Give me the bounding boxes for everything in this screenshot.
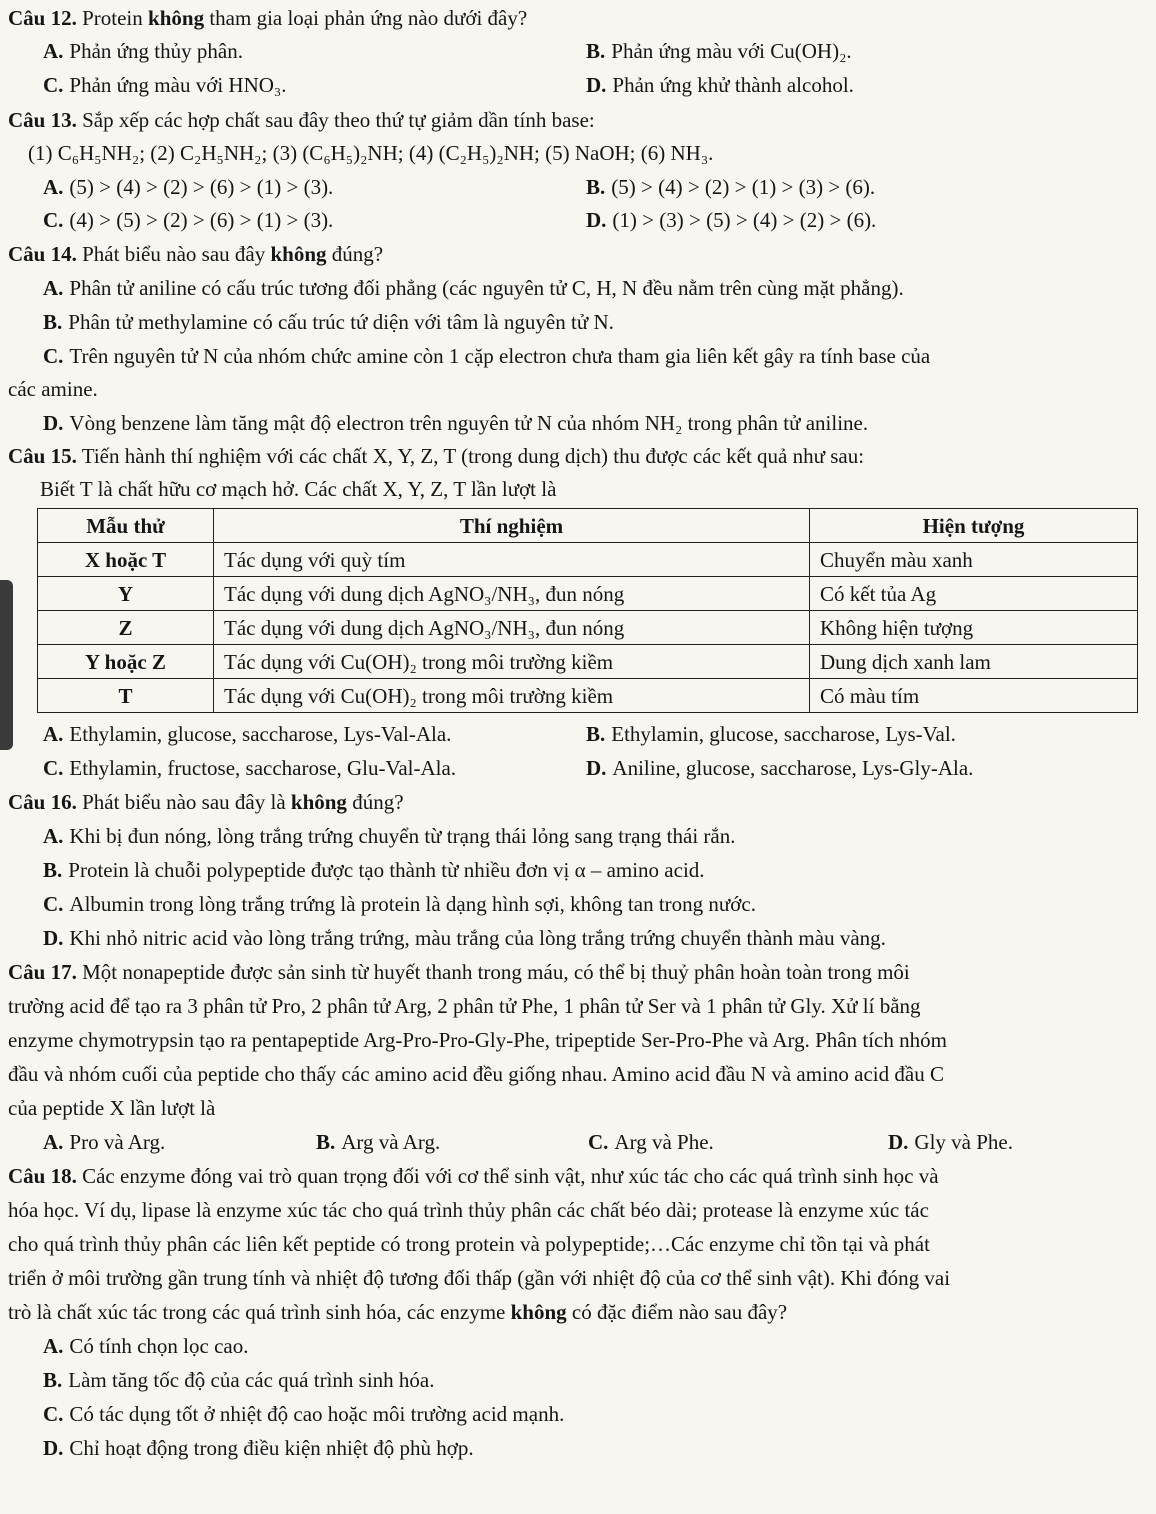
q12-option-b[interactable] (586, 38, 852, 64)
option-text: Phản ứng thủy phân. (69, 39, 243, 63)
question-12-text-end: tham gia loại phản ứng nào dưới đây? (204, 6, 528, 30)
q16-option-b[interactable] (43, 857, 705, 883)
question-18-line-5 (8, 1299, 787, 1325)
q13-option-b[interactable] (586, 174, 875, 200)
option-label: A. (43, 722, 64, 746)
question-15-text: Tiến hành thí nghiệm với các chất X, Y, Z, T (trong dung dịch) thu được các kết quả như sau: (76, 444, 865, 468)
option-label: B. (43, 1368, 63, 1392)
option-label: B. (586, 39, 606, 63)
question-14-text-end: đúng? (326, 242, 384, 266)
question-16-text-end: đúng? (346, 790, 404, 814)
question-12-stem (8, 5, 527, 31)
option-label: C. (43, 73, 64, 97)
option-text: (1) > (3) > (5) > (4) > (2) > (6). (612, 208, 877, 232)
question-13-label: Câu 13. (8, 108, 77, 132)
table-cell-phenomenon: Không hiện tượng (810, 611, 1138, 645)
question-17-text: Một nonapeptide được sản sinh từ huyết thanh trong máu, có thể bị thuỷ phân hoàn toàn trong môi (76, 960, 910, 984)
table-cell-experiment: Tác dụng với dung dịch AgNO₃/NH₃, đun nóng (214, 577, 810, 611)
q13-option-c[interactable] (43, 207, 333, 233)
option-label: A. (43, 39, 64, 63)
question-18-label: Câu 18. (8, 1164, 77, 1188)
table-cell-experiment: Tác dụng với dung dịch AgNO₃/NH₃, đun nóng (214, 611, 810, 645)
question-18-line-2: hóa học. Ví dụ, lipase là enzyme xúc tác cho quá trình thủy phân các chất béo dài; protease là enzyme xúc tác (8, 1198, 929, 1222)
option-label: B. (43, 858, 63, 882)
question-16-stem (8, 789, 404, 815)
option-label: A. (43, 1334, 64, 1358)
question-13-stem (8, 107, 595, 133)
question-16-text: Phát biểu nào sau đây là (76, 790, 291, 814)
option-label: C. (43, 756, 64, 780)
option-text: Phân tử methylamine có cấu trúc tứ diện với tâm là nguyên tử N. (68, 310, 614, 334)
q17-option-c[interactable] (588, 1129, 714, 1155)
q18-option-d[interactable] (43, 1435, 474, 1461)
option-text: Trên nguyên tử N của nhóm chức amine còn 1 cặp electron chưa tham gia liên kết gây ra tính base của (69, 344, 931, 368)
table-row (38, 679, 1138, 713)
option-label: D. (586, 756, 607, 780)
question-12-emphasis: không (148, 6, 205, 30)
table-cell-sample: Y (38, 577, 214, 611)
q12-option-a[interactable] (43, 38, 243, 64)
option-label: C. (43, 344, 64, 368)
q14-option-c[interactable] (43, 343, 930, 369)
table-row (38, 645, 1138, 679)
question-18-last-text: trò là chất xúc tác trong các quá trình sinh hóa, các enzyme (8, 1300, 511, 1324)
option-text: Vòng benzene làm tăng mật độ electron trên nguyên tử N của nhóm NH₂ trong phân tử aniline. (69, 411, 869, 435)
question-12-label: Câu 12. (8, 6, 77, 30)
q14-option-d[interactable] (43, 410, 868, 436)
option-text: Phân tử aniline có cấu trúc tương đối phẳng (các nguyên tử C, H, N đều nằm trên cùng mặt phẳng). (69, 276, 904, 300)
q18-option-c[interactable] (43, 1401, 564, 1427)
q15-option-b[interactable] (586, 721, 956, 747)
option-label: B. (586, 175, 606, 199)
option-text: Phản ứng màu với HNO₃. (69, 73, 287, 97)
option-label: D. (888, 1130, 909, 1154)
option-label: D. (43, 926, 64, 950)
option-label: C. (588, 1130, 609, 1154)
option-label: C. (43, 1402, 64, 1426)
q16-option-d[interactable] (43, 925, 886, 951)
option-label: A. (43, 1130, 64, 1154)
option-text: Phản ứng màu với Cu(OH)₂. (611, 39, 852, 63)
table-row (38, 543, 1138, 577)
q14-option-b[interactable] (43, 309, 614, 335)
option-label: D. (586, 208, 607, 232)
question-15-text-2: Biết T là chất hữu cơ mạch hở. Các chất X, Y, Z, T lần lượt là (40, 477, 557, 501)
table-cell-experiment: Tác dụng với quỳ tím (214, 543, 810, 577)
option-text: Phản ứng khử thành alcohol. (612, 73, 854, 97)
option-text: Khi nhỏ nitric acid vào lòng trắng trứng, màu trắng của lòng trắng trứng chuyển thành màu vàng. (69, 926, 886, 950)
option-text: Gly và Phe. (914, 1130, 1013, 1154)
table-cell-sample: Y hoặc Z (38, 645, 214, 679)
question-17-line-4: đầu và nhóm cuối của peptide cho thấy các amino acid đều giống nhau. Amino acid đầu N và amino acid đầu C (8, 1062, 944, 1086)
option-text: Arg và Arg. (341, 1130, 441, 1154)
option-label: D. (586, 73, 607, 97)
table-row (38, 577, 1138, 611)
table-cell-phenomenon: Có màu tím (810, 679, 1138, 713)
q15-option-a[interactable] (43, 721, 451, 747)
table-cell-phenomenon: Có kết tủa Ag (810, 577, 1138, 611)
option-label: B. (43, 310, 63, 334)
question-18-text: Các enzyme đóng vai trò quan trọng đối với cơ thể sinh vật, như xúc tác cho các quá trình sinh học và (76, 1164, 939, 1188)
q15-option-d[interactable] (586, 755, 973, 781)
table-cell-phenomenon: Chuyển màu xanh (810, 543, 1138, 577)
option-label: B. (586, 722, 606, 746)
option-text: Khi bị đun nóng, lòng trắng trứng chuyển từ trạng thái lỏng sang trạng thái rắn. (69, 824, 736, 848)
question-12-text: Protein (76, 6, 149, 30)
option-label: A. (43, 276, 64, 300)
option-text: Albumin trong lòng trắng trứng là protein là dạng hình sợi, không tan trong nước. (69, 892, 756, 916)
table-row (38, 611, 1138, 645)
question-18-line-4: triển ở môi trường gần trung tính và nhiệt độ tương đối thấp (gần với nhiệt độ của cơ thể sinh vật). Khi đóng vai (8, 1266, 951, 1290)
option-text: Ethylamin, fructose, saccharose, Glu-Val-Ala. (69, 756, 457, 780)
option-text: Arg và Phe. (614, 1130, 714, 1154)
experiment-table (37, 508, 1138, 713)
option-label: D. (43, 411, 64, 435)
option-label: D. (43, 1436, 64, 1460)
q13-option-a[interactable] (43, 174, 333, 200)
question-14-text: Phát biểu nào sau đây (76, 242, 271, 266)
question-15-stem (8, 443, 864, 469)
table-cell-experiment: Tác dụng với Cu(OH)₂ trong môi trường kiềm (214, 679, 810, 713)
question-17-label: Câu 17. (8, 960, 77, 984)
question-17-line-2: trường acid để tạo ra 3 phân tử Pro, 2 phân tử Arg, 2 phân tử Phe, 1 phân tử Ser và 1 phân tử Gly. Xử lí bằng (8, 994, 921, 1018)
option-label: C. (43, 892, 64, 916)
table-cell-sample: Z (38, 611, 214, 645)
option-label: A. (43, 175, 64, 199)
q18-option-b[interactable] (43, 1367, 434, 1393)
q16-option-c[interactable] (43, 891, 756, 917)
table-header-sample: Mẫu thử (38, 509, 214, 543)
question-17-line-5: của peptide X lần lượt là (8, 1096, 216, 1120)
q14-option-a[interactable] (43, 275, 904, 301)
option-text: (4) > (5) > (2) > (6) > (1) > (3). (69, 208, 334, 232)
option-label: C. (43, 208, 64, 232)
question-18-line-3: cho quá trình thủy phân các liên kết peptide có trong protein và polypeptide;…Các enzyme chỉ tồn tại và phát (8, 1232, 930, 1256)
table-cell-sample: X hoặc T (38, 543, 214, 577)
option-label: B. (316, 1130, 336, 1154)
question-13-compounds: (1) C₆H₅NH₂; (2) C₂H₅NH₂; (3) (C₆H₅)₂NH; (4) (C₂H₅)₂NH; (5) NaOH; (6) NH₃. (28, 141, 714, 165)
question-15-label: Câu 15. (8, 444, 77, 468)
question-18-emphasis: không (510, 1300, 567, 1324)
q14-option-c-continuation: các amine. (8, 377, 98, 401)
table-header-phenomenon: Hiện tượng (810, 509, 1138, 543)
q16-option-a[interactable] (43, 823, 735, 849)
question-16-label: Câu 16. (8, 790, 77, 814)
q17-option-b[interactable] (316, 1129, 440, 1155)
question-16-emphasis: không (290, 790, 347, 814)
question-13-text: Sắp xếp các hợp chất sau đây theo thứ tự giảm dần tính base: (76, 108, 595, 132)
option-text: Làm tăng tốc độ của các quá trình sinh hóa. (68, 1368, 435, 1392)
question-14-stem (8, 241, 383, 267)
q18-option-a[interactable] (43, 1333, 248, 1359)
question-17-stem (8, 959, 910, 985)
option-text: Chỉ hoạt động trong điều kiện nhiệt độ phù hợp. (69, 1436, 474, 1460)
table-cell-sample: T (38, 679, 214, 713)
option-text: Pro và Arg. (69, 1130, 166, 1154)
table-header-row (38, 509, 1138, 543)
q17-option-d[interactable] (888, 1129, 1013, 1155)
option-text: Ethylamin, glucose, saccharose, Lys-Val. (611, 722, 956, 746)
table-cell-phenomenon: Dung dịch xanh lam (810, 645, 1138, 679)
option-label: A. (43, 824, 64, 848)
q17-option-a[interactable] (43, 1129, 165, 1155)
option-text: Có tác dụng tốt ở nhiệt độ cao hoặc môi trường acid mạnh. (69, 1402, 565, 1426)
option-text: Ethylamin, glucose, saccharose, Lys-Val-Ala. (69, 722, 452, 746)
option-text: (5) > (4) > (2) > (6) > (1) > (3). (69, 175, 334, 199)
table-cell-experiment: Tác dụng với Cu(OH)₂ trong môi trường kiềm (214, 645, 810, 679)
option-text: Protein là chuỗi polypeptide được tạo thành từ nhiều đơn vị α – amino acid. (68, 858, 705, 882)
question-18-stem (8, 1163, 939, 1189)
question-18-last-text-end: có đặc điểm nào sau đây? (566, 1300, 788, 1324)
option-text: Aniline, glucose, saccharose, Lys-Gly-Ala. (612, 756, 974, 780)
option-text: (5) > (4) > (2) > (1) > (3) > (6). (611, 175, 876, 199)
question-14-emphasis: không (270, 242, 327, 266)
page-edge-shadow (0, 580, 13, 750)
question-14-label: Câu 14. (8, 242, 77, 266)
question-17-line-3: enzyme chymotrypsin tạo ra pentapeptide Arg-Pro-Pro-Gly-Phe, tripeptide Ser-Pro-Phe và Arg. Phân tích nhóm (8, 1028, 947, 1052)
q13-option-d[interactable] (586, 207, 876, 233)
q12-option-d[interactable] (586, 72, 854, 98)
table-header-experiment: Thí nghiệm (214, 509, 810, 543)
q15-option-c[interactable] (43, 755, 456, 781)
q12-option-c[interactable] (43, 72, 286, 98)
option-text: Có tính chọn lọc cao. (69, 1334, 249, 1358)
